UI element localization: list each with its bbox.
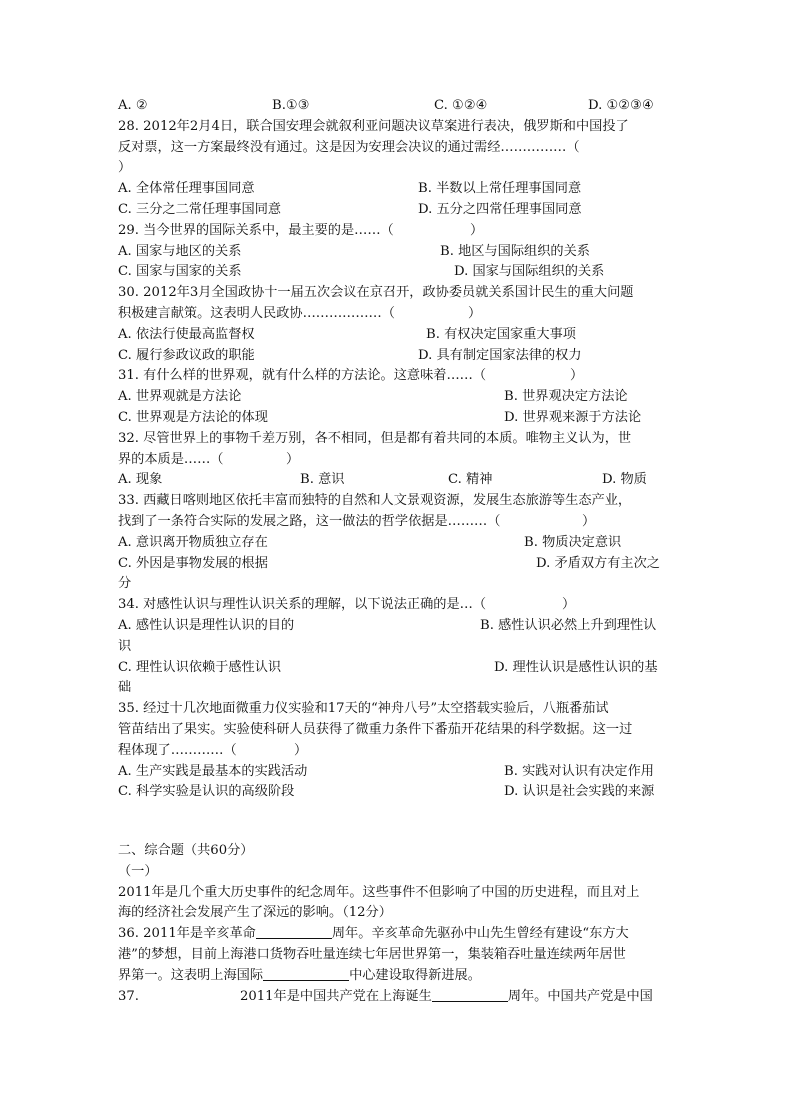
q30-options-row1 xyxy=(118,325,678,346)
q27-option-d: D. ①②③④ xyxy=(588,98,654,113)
section-gap xyxy=(118,803,678,841)
q34-options-row1 xyxy=(118,616,678,637)
q31-option-b: B. 世界观决定方法论 xyxy=(504,389,628,405)
q30-stem-line2: 积极建言献策。这表明人民政协………………（ ） xyxy=(118,305,482,321)
q33-option-a: A. 意识离开物质独立存在 xyxy=(118,534,268,550)
q33-stem-line1: 33. 西藏日喀则地区依托丰富而独特的自然和人文景观资源，发展生态旅游等生态产业， xyxy=(118,493,632,509)
q33-options-row2 xyxy=(118,554,678,575)
q27-option-b: B.①③ xyxy=(272,98,310,113)
q32-option-c: C. 精神 xyxy=(448,472,493,488)
q34-option-c: C. 理性认识依赖于感性认识 xyxy=(118,659,282,675)
q31-option-d: D. 世界观来源于方法论 xyxy=(504,409,642,425)
q32-option-b: B. 意识 xyxy=(300,472,345,488)
q34-stem: 34. 对感性认识与理性认识关系的理解，以下说法正确的是…（ ） xyxy=(118,597,576,613)
q34-option-b-cont: 识 xyxy=(118,638,132,654)
q33-option-d-cont: 分 xyxy=(118,576,132,592)
q32-option-d: D. 物质 xyxy=(602,472,647,488)
q32-stem-line2: 界的本质是……（ ） xyxy=(118,451,300,467)
q29-options-row1 xyxy=(118,242,678,263)
q28-option-b: B. 半数以上常任理事国同意 xyxy=(418,181,582,197)
q35-options-row1 xyxy=(118,762,678,783)
q36-line2: 港”的梦想，目前上海港口货物吞吐量连续七年居世界第一，集装箱吞吐量连续两年居世 xyxy=(118,947,626,963)
q29-option-b: B. 地区与国际组织的关系 xyxy=(440,243,590,259)
q29-option-c: C. 国家与国家的关系 xyxy=(118,264,242,280)
q33-option-d: D. 矛盾双方有主次之 xyxy=(536,555,660,571)
q32-options xyxy=(118,470,678,491)
answer-blank-36b[interactable] xyxy=(263,966,349,981)
q35-stem-line1: 35. 经过十几次地面微重力仪实验和17天的“神舟八号”太空搭载实验后，八瓶番茄试 xyxy=(118,701,609,717)
q28-options-row1 xyxy=(118,179,678,200)
q34-option-d-cont: 础 xyxy=(118,680,132,696)
q34-option-a: A. 感性认识是理性认识的目的 xyxy=(118,617,295,633)
q35-option-d: D. 认识是社会实践的来源 xyxy=(504,784,655,800)
q35-option-a: A. 生产实践是最基本的实践活动 xyxy=(118,763,308,779)
q29-option-d: D. 国家与国际组织的关系 xyxy=(454,264,605,280)
section2-subheading: （一） xyxy=(118,863,158,879)
q33-option-b: B. 物质决定意识 xyxy=(524,534,622,550)
q31-stem: 31. 有什么样的世界观，就有什么样的方法论。这意味着……（ ） xyxy=(118,368,584,384)
q33-option-c: C. 外因是事物发展的根据 xyxy=(118,555,268,571)
q27-options xyxy=(118,96,678,117)
q29-stem: 29. 当今世界的国际关系中，最主要的是……（ ） xyxy=(118,222,484,238)
q36-line3: 界第一。这表明上海国际 中心建设取得新进展。 xyxy=(118,967,481,983)
q28-option-a: A. 全体常任理事国同意 xyxy=(118,181,255,197)
q29-option-a: A. 国家与地区的关系 xyxy=(118,243,242,259)
section2-intro-line2: 海的经济社会发展产生了深远的影响。（12分） xyxy=(118,905,392,921)
q34-option-b: B. 感性认识必然上升到理性认 xyxy=(480,617,657,633)
q28-stem-line2: 反对票，这一方案最终没有通过。这是因为安理会决议的通过需经……………（ xyxy=(118,139,580,155)
q27-option-a: A. ② xyxy=(118,98,148,113)
q31-option-a: A. 世界观就是方法论 xyxy=(118,389,242,405)
q30-stem-line1: 30. 2012年3月全国政协十一届五次会议在京召开，政协委员就关系国计民生的重大问题 xyxy=(118,285,634,301)
exam-page xyxy=(118,96,678,1007)
q32-stem-line1: 32. 尽管世界上的事物千差万别，各不相同，但是都有着共同的本质。唯物主义认为，世 xyxy=(118,430,632,446)
q35-options-row2 xyxy=(118,782,678,803)
q35-option-c: C. 科学实验是认识的高级阶段 xyxy=(118,784,295,800)
q30-option-d: D. 具有制定国家法律的权力 xyxy=(418,347,582,363)
q31-options-row2 xyxy=(118,408,678,429)
answer-blank-37[interactable] xyxy=(432,987,508,1002)
q31-option-c: C. 世界观是方法论的体现 xyxy=(118,409,268,425)
q34-option-d: D. 理性认识是感性认识的基 xyxy=(494,659,658,675)
q28-option-c: C. 三分之二常任理事国同意 xyxy=(118,201,282,217)
q28-options-row2 xyxy=(118,200,678,221)
q36-line1: 36. 2011年是辛亥革命 周年。辛亥革命先驱孙中山先生曾经有建设“东方大 xyxy=(118,926,629,942)
q30-option-a: A. 依法行使最高监督权 xyxy=(118,326,255,342)
q32-option-a: A. 现象 xyxy=(118,472,163,488)
q28-option-d: D. 五分之四常任理事国同意 xyxy=(418,201,582,217)
q29-options-row2 xyxy=(118,262,678,283)
q30-option-b: B. 有权决定国家重大事项 xyxy=(426,326,576,342)
q30-options-row2 xyxy=(118,346,678,367)
section2-heading: 二、综合题（共60分） xyxy=(118,843,254,859)
q35-stem-line2: 管苗结出了果实。实验使科研人员获得了微重力条件下番茄开花结果的科学数据。这一过 xyxy=(118,721,633,737)
q27-option-c: C. ①②④ xyxy=(434,98,488,113)
q34-options-row2 xyxy=(118,658,678,679)
section2-intro-line1: 2011年是几个重大历史事件的纪念周年。这些事件不但影响了中国的历史进程，而且对上 xyxy=(118,884,640,900)
answer-blank-36a[interactable] xyxy=(256,924,332,939)
q35-option-b: B. 实践对认识有决定作用 xyxy=(504,763,654,779)
q33-stem-line2: 找到了一条符合实际的发展之路，这一做法的哲学依据是………（ ） xyxy=(118,513,596,529)
q30-option-c: C. 履行参政议政的职能 xyxy=(118,347,255,363)
q37-line1: 37. 2011年是中国共产党在上海诞生 周年。中国共产党是中国 xyxy=(118,988,653,1004)
q31-options-row1 xyxy=(118,387,678,408)
q28-stem-line3: ） xyxy=(118,160,132,176)
q35-stem-line3: 程体现了…………（ ） xyxy=(118,742,308,758)
q33-options-row1 xyxy=(118,533,678,554)
q28-stem-line1: 28. 2012年2月4日，联合国安理会就叙利亚问题决议草案进行表决，俄罗斯和中国投了 xyxy=(118,118,629,134)
